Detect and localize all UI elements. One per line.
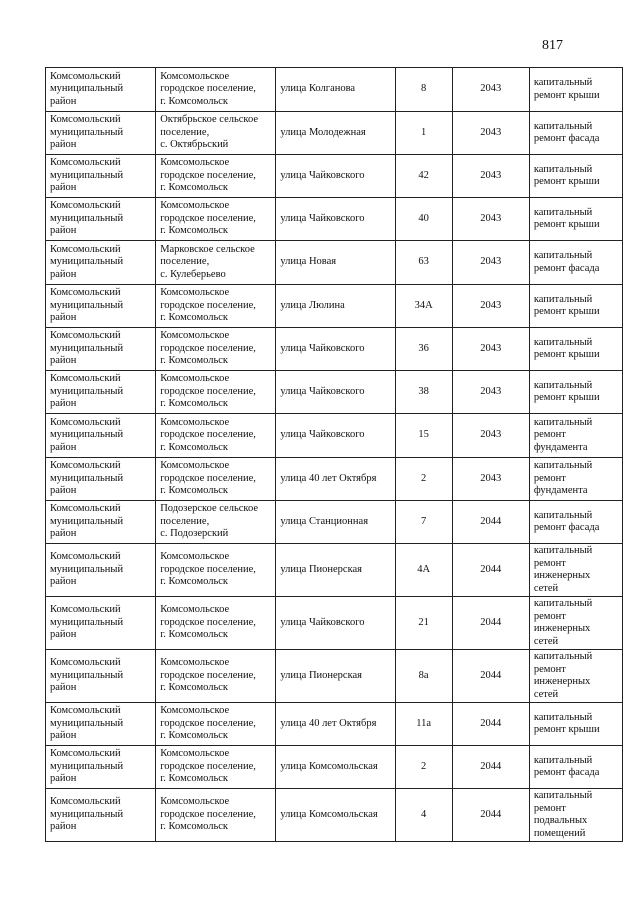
year-cell: 2044 <box>452 789 529 842</box>
house-number-cell: 2 <box>395 458 452 501</box>
house-number-cell: 38 <box>395 371 452 414</box>
house-number-cell: 7 <box>395 501 452 544</box>
work-type-cell: капитальный ремонт фасада <box>529 746 622 789</box>
house-number-cell: 4А <box>395 544 452 597</box>
street-cell: улица Молодежная <box>276 112 395 155</box>
street-cell: улица 40 лет Октября <box>276 458 395 501</box>
district-cell: Комсомольский муниципальный район <box>46 597 156 650</box>
house-number-cell: 63 <box>395 241 452 285</box>
year-cell: 2044 <box>452 650 529 703</box>
house-number-cell: 2 <box>395 746 452 789</box>
year-cell: 2044 <box>452 501 529 544</box>
street-cell: улица 40 лет Октября <box>276 703 395 746</box>
district-cell: Комсомольский муниципальный район <box>46 458 156 501</box>
year-cell: 2043 <box>452 328 529 371</box>
year-cell: 2043 <box>452 458 529 501</box>
table-row <box>46 544 623 597</box>
district-cell: Комсомольский муниципальный район <box>46 241 156 285</box>
table-row <box>46 703 623 746</box>
table-row <box>46 198 623 241</box>
table-row <box>46 285 623 328</box>
table-row <box>46 789 623 842</box>
settlement-cell: Комсомольское городское поселение, г. Комсомольск <box>156 155 276 198</box>
work-type-cell: капитальный ремонт инженерных сетей <box>529 544 622 597</box>
settlement-cell: Комсомольское городское поселение, г. Комсомольск <box>156 198 276 241</box>
work-type-cell: капитальный ремонт инженерных сетей <box>529 650 622 703</box>
work-type-cell: капитальный ремонт фундамента <box>529 414 622 458</box>
work-type-cell: капитальный ремонт крыши <box>529 371 622 414</box>
street-cell: улица Колганова <box>276 68 395 112</box>
settlement-cell: Комсомольское городское поселение, г. Комсомольск <box>156 597 276 650</box>
year-cell: 2044 <box>452 746 529 789</box>
settlement-cell: Марковское сельское поселение, с. Кулеберьево <box>156 241 276 285</box>
year-cell: 2043 <box>452 155 529 198</box>
table-row <box>46 68 623 112</box>
settlement-cell: Комсомольское городское поселение, г. Комсомольск <box>156 703 276 746</box>
house-number-cell: 15 <box>395 414 452 458</box>
table-row <box>46 414 623 458</box>
settlement-cell: Комсомольское городское поселение, г. Комсомольск <box>156 458 276 501</box>
house-number-cell: 8а <box>395 650 452 703</box>
house-number-cell: 1 <box>395 112 452 155</box>
street-cell: улица Чайковского <box>276 414 395 458</box>
street-cell: улица Чайковского <box>276 597 395 650</box>
street-cell: улица Станционная <box>276 501 395 544</box>
street-cell: улица Чайковского <box>276 371 395 414</box>
table-row <box>46 458 623 501</box>
district-cell: Комсомольский муниципальный район <box>46 789 156 842</box>
street-cell: улица Пионерская <box>276 650 395 703</box>
work-type-cell: капитальный ремонт фасада <box>529 112 622 155</box>
house-number-cell: 21 <box>395 597 452 650</box>
year-cell: 2044 <box>452 703 529 746</box>
settlement-cell: Комсомольское городское поселение, г. Комсомольск <box>156 746 276 789</box>
year-cell: 2043 <box>452 112 529 155</box>
settlement-cell: Комсомольское городское поселение, г. Комсомольск <box>156 68 276 112</box>
street-cell: улица Комсомольская <box>276 789 395 842</box>
district-cell: Комсомольский муниципальный район <box>46 746 156 789</box>
page-number: 817 <box>542 38 563 53</box>
settlement-cell: Октябрьское сельское поселение, с. Октябрьский <box>156 112 276 155</box>
settlement-cell: Комсомольское городское поселение, г. Комсомольск <box>156 789 276 842</box>
year-cell: 2044 <box>452 544 529 597</box>
table-row <box>46 155 623 198</box>
settlement-cell: Комсомольское городское поселение, г. Комсомольск <box>156 650 276 703</box>
table-row <box>46 650 623 703</box>
district-cell: Комсомольский муниципальный район <box>46 155 156 198</box>
settlement-cell: Комсомольское городское поселение, г. Комсомольск <box>156 371 276 414</box>
table-body <box>46 68 623 842</box>
work-type-cell: капитальный ремонт инженерных сетей <box>529 597 622 650</box>
year-cell: 2043 <box>452 371 529 414</box>
street-cell: улица Чайковского <box>276 198 395 241</box>
district-cell: Комсомольский муниципальный район <box>46 703 156 746</box>
work-type-cell: капитальный ремонт фасада <box>529 241 622 285</box>
table-row <box>46 371 623 414</box>
work-type-cell: капитальный ремонт фасада <box>529 501 622 544</box>
settlement-cell: Комсомольское городское поселение, г. Комсомольск <box>156 544 276 597</box>
year-cell: 2044 <box>452 597 529 650</box>
house-number-cell: 40 <box>395 198 452 241</box>
work-type-cell: капитальный ремонт крыши <box>529 328 622 371</box>
house-number-cell: 4 <box>395 789 452 842</box>
street-cell: улица Люлина <box>276 285 395 328</box>
year-cell: 2043 <box>452 285 529 328</box>
district-cell: Комсомольский муниципальный район <box>46 285 156 328</box>
table-row <box>46 746 623 789</box>
district-cell: Комсомольский муниципальный район <box>46 650 156 703</box>
table-row <box>46 328 623 371</box>
district-cell: Комсомольский муниципальный район <box>46 68 156 112</box>
year-cell: 2043 <box>452 68 529 112</box>
street-cell: улица Новая <box>276 241 395 285</box>
work-type-cell: капитальный ремонт фундамента <box>529 458 622 501</box>
house-number-cell: 36 <box>395 328 452 371</box>
table-row <box>46 501 623 544</box>
work-type-cell: капитальный ремонт крыши <box>529 155 622 198</box>
street-cell: улица Пионерская <box>276 544 395 597</box>
house-number-cell: 8 <box>395 68 452 112</box>
table-row <box>46 241 623 285</box>
work-type-cell: капитальный ремонт крыши <box>529 703 622 746</box>
repair-schedule-table <box>45 67 623 842</box>
table-row <box>46 112 623 155</box>
work-type-cell: капитальный ремонт крыши <box>529 285 622 328</box>
house-number-cell: 34А <box>395 285 452 328</box>
settlement-cell: Комсомольское городское поселение, г. Комсомольск <box>156 414 276 458</box>
year-cell: 2043 <box>452 241 529 285</box>
district-cell: Комсомольский муниципальный район <box>46 501 156 544</box>
settlement-cell: Комсомольское городское поселение, г. Комсомольск <box>156 285 276 328</box>
work-type-cell: капитальный ремонт крыши <box>529 198 622 241</box>
year-cell: 2043 <box>452 414 529 458</box>
street-cell: улица Чайковского <box>276 328 395 371</box>
district-cell: Комсомольский муниципальный район <box>46 112 156 155</box>
street-cell: улица Комсомольская <box>276 746 395 789</box>
house-number-cell: 11а <box>395 703 452 746</box>
district-cell: Комсомольский муниципальный район <box>46 544 156 597</box>
district-cell: Комсомольский муниципальный район <box>46 414 156 458</box>
settlement-cell: Комсомольское городское поселение, г. Комсомольск <box>156 328 276 371</box>
work-type-cell: капитальный ремонт подвальных помещений <box>529 789 622 842</box>
settlement-cell: Подозерское сельское поселение, с. Подозерский <box>156 501 276 544</box>
street-cell: улица Чайковского <box>276 155 395 198</box>
district-cell: Комсомольский муниципальный район <box>46 198 156 241</box>
year-cell: 2043 <box>452 198 529 241</box>
district-cell: Комсомольский муниципальный район <box>46 328 156 371</box>
house-number-cell: 42 <box>395 155 452 198</box>
district-cell: Комсомольский муниципальный район <box>46 371 156 414</box>
table-row <box>46 597 623 650</box>
work-type-cell: капитальный ремонт крыши <box>529 68 622 112</box>
